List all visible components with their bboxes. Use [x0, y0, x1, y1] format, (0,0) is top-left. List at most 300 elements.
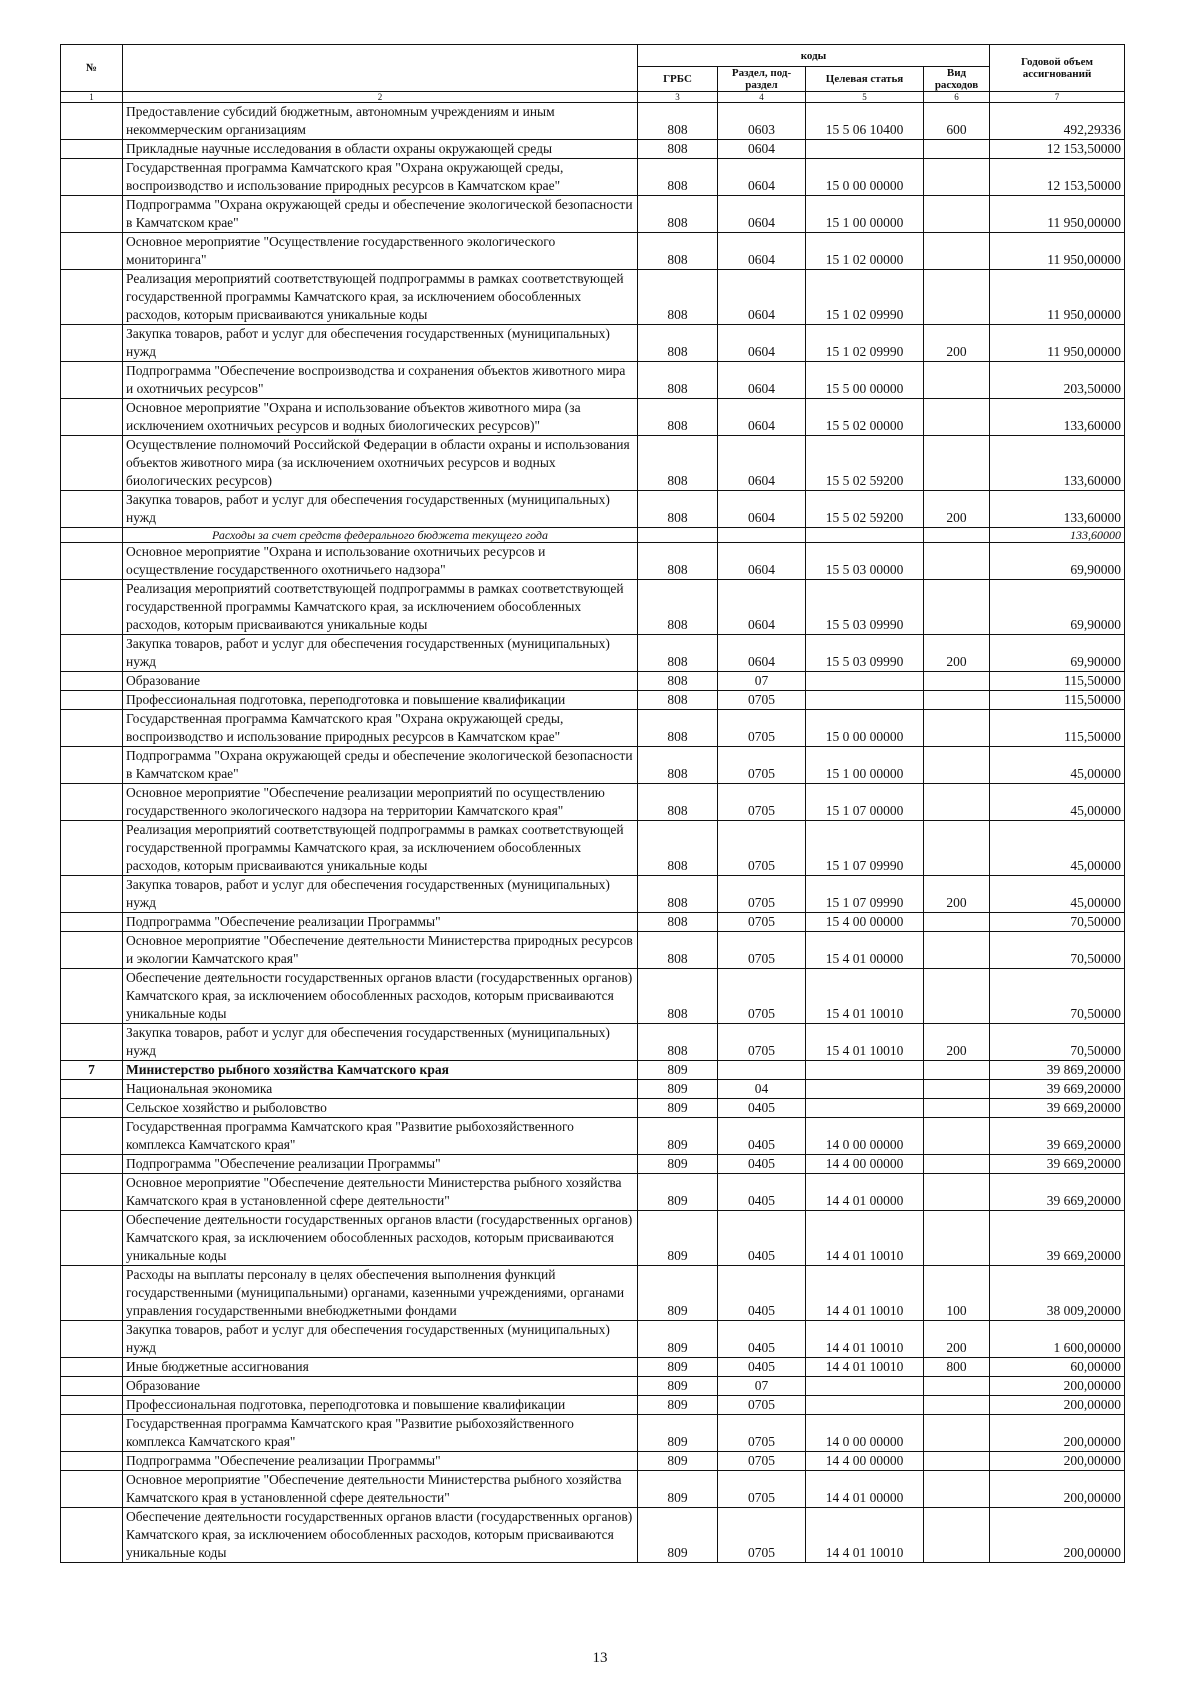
- row-annual-volume: 1 600,00000: [990, 1321, 1125, 1358]
- row-annual-volume: 200,00000: [990, 1377, 1125, 1396]
- row-number: [61, 784, 123, 821]
- row-name: Обеспечение деятельности государственных органов власти (государственных органов) Камчатского края, за исключением обособленных расходов, которым присваиваются уникальные коды: [123, 1508, 638, 1563]
- row-annual-volume: 200,00000: [990, 1396, 1125, 1415]
- row-annual-volume: 133,60000: [990, 399, 1125, 436]
- row-section: 04: [718, 1080, 806, 1099]
- row-target-article: [806, 672, 924, 691]
- row-expense-type: [924, 710, 990, 747]
- table-row: [61, 969, 1125, 1024]
- row-annual-volume: 203,50000: [990, 362, 1125, 399]
- row-name: Основное мероприятие "Осуществление государственного экологического мониторинга": [123, 233, 638, 270]
- row-number: [61, 1099, 123, 1118]
- row-section: 0405: [718, 1155, 806, 1174]
- row-target-article: 15 5 03 09990: [806, 635, 924, 672]
- table-row: [61, 543, 1125, 580]
- row-expense-type: [924, 784, 990, 821]
- table-row: [61, 159, 1125, 196]
- row-expense-type: 200: [924, 325, 990, 362]
- row-target-article: 14 4 01 10010: [806, 1266, 924, 1321]
- row-section: 0405: [718, 1211, 806, 1266]
- row-target-article: [806, 1080, 924, 1099]
- row-name: Расходы за счет средств федерального бюджета текущего года: [123, 528, 638, 543]
- row-number: [61, 747, 123, 784]
- row-name: Основное мероприятие "Обеспечение реализации мероприятий по осуществлению государственного экологического надзора на территории Камчатского края": [123, 784, 638, 821]
- row-expense-type: 100: [924, 1266, 990, 1321]
- row-name: Основное мероприятие "Обеспечение деятельности Министерства рыбного хозяйства Камчатского края в установленной сфере деятельности": [123, 1471, 638, 1508]
- row-expense-type: 600: [924, 103, 990, 140]
- row-expense-type: [924, 233, 990, 270]
- row-section: 0705: [718, 821, 806, 876]
- row-annual-volume: 69,90000: [990, 635, 1125, 672]
- row-target-article: 14 0 00 00000: [806, 1118, 924, 1155]
- row-target-article: [806, 140, 924, 159]
- row-number: [61, 913, 123, 932]
- row-target-article: 15 5 02 00000: [806, 399, 924, 436]
- row-annual-volume: 60,00000: [990, 1358, 1125, 1377]
- row-number: [61, 528, 123, 543]
- column-index: 5: [806, 92, 924, 103]
- row-annual-volume: 492,29336: [990, 103, 1125, 140]
- row-number: [61, 103, 123, 140]
- row-section: [718, 528, 806, 543]
- row-name: Государственная программа Камчатского края "Охрана окружающей среды, воспроизводство и использование природных ресурсов в Камчатском крае": [123, 710, 638, 747]
- row-number: [61, 1211, 123, 1266]
- row-grbs: 808: [638, 436, 718, 491]
- header-target-article: Целевая статья: [806, 67, 924, 92]
- row-target-article: [806, 1377, 924, 1396]
- row-annual-volume: 12 153,50000: [990, 159, 1125, 196]
- table-row: [61, 1377, 1125, 1396]
- table-row: [61, 1266, 1125, 1321]
- row-grbs: 808: [638, 876, 718, 913]
- table-row: [61, 1155, 1125, 1174]
- row-name: Иные бюджетные ассигнования: [123, 1358, 638, 1377]
- row-expense-type: [924, 580, 990, 635]
- row-number: [61, 1415, 123, 1452]
- table-row: [61, 1061, 1125, 1080]
- row-expense-type: [924, 1377, 990, 1396]
- row-annual-volume: 70,50000: [990, 913, 1125, 932]
- row-target-article: 15 4 01 10010: [806, 1024, 924, 1061]
- row-target-article: 14 4 01 10010: [806, 1321, 924, 1358]
- row-annual-volume: 133,60000: [990, 491, 1125, 528]
- row-target-article: 15 1 07 09990: [806, 821, 924, 876]
- row-expense-type: [924, 1061, 990, 1080]
- row-section: 0604: [718, 233, 806, 270]
- row-expense-type: [924, 528, 990, 543]
- row-expense-type: [924, 1471, 990, 1508]
- row-section: 0405: [718, 1118, 806, 1155]
- row-number: [61, 1118, 123, 1155]
- row-annual-volume: 39 669,20000: [990, 1118, 1125, 1155]
- row-name: Реализация мероприятий соответствующей подпрограммы в рамках соответствующей государственной программы Камчатского края, за исключением обособленных расходов, которым присваиваются уникальные коды: [123, 270, 638, 325]
- table-row: [61, 399, 1125, 436]
- row-annual-volume: 11 950,00000: [990, 270, 1125, 325]
- table-row: [61, 1471, 1125, 1508]
- row-target-article: 15 1 07 09990: [806, 876, 924, 913]
- table-row: [61, 103, 1125, 140]
- row-name: Образование: [123, 1377, 638, 1396]
- row-number: [61, 1080, 123, 1099]
- row-annual-volume: 200,00000: [990, 1452, 1125, 1471]
- row-section: 0705: [718, 969, 806, 1024]
- row-annual-volume: 200,00000: [990, 1471, 1125, 1508]
- row-section: 0405: [718, 1321, 806, 1358]
- row-target-article: 15 0 00 00000: [806, 159, 924, 196]
- header-expense-type: Вид расходов: [924, 67, 990, 92]
- row-number: [61, 1024, 123, 1061]
- row-section: 07: [718, 1377, 806, 1396]
- row-section: 0705: [718, 1024, 806, 1061]
- row-section: [718, 1061, 806, 1080]
- row-grbs: 809: [638, 1415, 718, 1452]
- row-name: Основное мероприятие "Обеспечение деятельности Министерства рыбного хозяйства Камчатского края в установленной сфере деятельности": [123, 1174, 638, 1211]
- row-number: [61, 233, 123, 270]
- row-section: 0604: [718, 325, 806, 362]
- row-section: 0604: [718, 270, 806, 325]
- header-codes: коды: [638, 45, 990, 67]
- row-expense-type: [924, 362, 990, 399]
- row-grbs: 809: [638, 1508, 718, 1563]
- row-name: Закупка товаров, работ и услуг для обеспечения государственных (муниципальных) нужд: [123, 876, 638, 913]
- row-target-article: 14 4 01 10010: [806, 1358, 924, 1377]
- row-number: [61, 270, 123, 325]
- column-index: 3: [638, 92, 718, 103]
- row-name: Сельское хозяйство и рыболовство: [123, 1099, 638, 1118]
- table-row: [61, 821, 1125, 876]
- row-target-article: 15 1 02 09990: [806, 270, 924, 325]
- row-section: 0405: [718, 1358, 806, 1377]
- row-section: 0604: [718, 543, 806, 580]
- row-annual-volume: 115,50000: [990, 691, 1125, 710]
- row-annual-volume: 39 669,20000: [990, 1211, 1125, 1266]
- row-section: 0604: [718, 159, 806, 196]
- header-annual-volume: Годовой объем ассигнований: [990, 45, 1125, 92]
- header-grbs: ГРБС: [638, 67, 718, 92]
- row-grbs: 809: [638, 1155, 718, 1174]
- row-expense-type: [924, 1452, 990, 1471]
- row-section: 0405: [718, 1099, 806, 1118]
- row-target-article: 15 5 03 00000: [806, 543, 924, 580]
- row-target-article: 14 4 00 00000: [806, 1155, 924, 1174]
- table-row: [61, 362, 1125, 399]
- table-row: [61, 932, 1125, 969]
- row-annual-volume: 133,60000: [990, 528, 1125, 543]
- header-section: Раздел, под-раздел: [718, 67, 806, 92]
- row-target-article: 15 4 01 00000: [806, 932, 924, 969]
- row-expense-type: [924, 932, 990, 969]
- row-annual-volume: 45,00000: [990, 784, 1125, 821]
- row-number: [61, 580, 123, 635]
- row-grbs: 808: [638, 233, 718, 270]
- row-expense-type: [924, 399, 990, 436]
- row-section: 0604: [718, 399, 806, 436]
- row-annual-volume: 39 669,20000: [990, 1099, 1125, 1118]
- table-row: [61, 1358, 1125, 1377]
- table-row: [61, 491, 1125, 528]
- row-section: 0603: [718, 103, 806, 140]
- row-section: 0604: [718, 491, 806, 528]
- row-name: Осуществление полномочий Российской Федерации в области охраны и использования объектов животного мира (за исключением охотничьих ресурсов и водных биологических ресурсов): [123, 436, 638, 491]
- row-expense-type: [924, 821, 990, 876]
- row-annual-volume: 115,50000: [990, 710, 1125, 747]
- row-target-article: 15 5 02 59200: [806, 436, 924, 491]
- row-expense-type: [924, 747, 990, 784]
- row-grbs: 808: [638, 635, 718, 672]
- row-grbs: 808: [638, 747, 718, 784]
- table-row: [61, 1080, 1125, 1099]
- row-grbs: 808: [638, 399, 718, 436]
- row-expense-type: [924, 436, 990, 491]
- row-name: Национальная экономика: [123, 1080, 638, 1099]
- row-number: [61, 932, 123, 969]
- row-grbs: 808: [638, 691, 718, 710]
- row-annual-volume: 11 950,00000: [990, 196, 1125, 233]
- row-expense-type: [924, 1155, 990, 1174]
- row-number: [61, 159, 123, 196]
- table-row: [61, 635, 1125, 672]
- row-annual-volume: 70,50000: [990, 932, 1125, 969]
- row-grbs: 809: [638, 1099, 718, 1118]
- row-section: 07: [718, 672, 806, 691]
- row-name: Основное мероприятие "Охрана и использование объектов животного мира (за исключением охотничьих ресурсов и водных биологических ресурсов)": [123, 399, 638, 436]
- row-number: [61, 821, 123, 876]
- row-annual-volume: 200,00000: [990, 1415, 1125, 1452]
- row-grbs: 808: [638, 543, 718, 580]
- table-row: [61, 196, 1125, 233]
- row-expense-type: [924, 672, 990, 691]
- row-number: [61, 1452, 123, 1471]
- row-target-article: 14 4 01 00000: [806, 1174, 924, 1211]
- column-index: 6: [924, 92, 990, 103]
- row-grbs: 808: [638, 580, 718, 635]
- row-expense-type: [924, 543, 990, 580]
- column-index: 2: [123, 92, 638, 103]
- row-number: [61, 196, 123, 233]
- row-grbs: 808: [638, 710, 718, 747]
- row-number: [61, 1396, 123, 1415]
- table-row: [61, 233, 1125, 270]
- row-section: 0604: [718, 635, 806, 672]
- row-grbs: 809: [638, 1396, 718, 1415]
- row-number: [61, 1377, 123, 1396]
- row-name: Закупка товаров, работ и услуг для обеспечения государственных (муниципальных) нужд: [123, 1024, 638, 1061]
- row-target-article: 15 5 00 00000: [806, 362, 924, 399]
- row-grbs: 808: [638, 491, 718, 528]
- row-grbs: 809: [638, 1471, 718, 1508]
- row-annual-volume: 70,50000: [990, 969, 1125, 1024]
- row-expense-type: [924, 159, 990, 196]
- row-expense-type: [924, 1211, 990, 1266]
- row-target-article: 15 1 02 00000: [806, 233, 924, 270]
- row-grbs: 809: [638, 1266, 718, 1321]
- row-target-article: 14 0 00 00000: [806, 1415, 924, 1452]
- row-number: 7: [61, 1061, 123, 1080]
- row-name: Подпрограмма "Обеспечение реализации Программы": [123, 1155, 638, 1174]
- row-number: [61, 362, 123, 399]
- row-annual-volume: 12 153,50000: [990, 140, 1125, 159]
- row-grbs: 808: [638, 784, 718, 821]
- table-row: [61, 580, 1125, 635]
- row-grbs: 809: [638, 1452, 718, 1471]
- table-row: [61, 1118, 1125, 1155]
- row-number: [61, 1174, 123, 1211]
- table-row: [61, 270, 1125, 325]
- row-name: Расходы на выплаты персоналу в целях обеспечения выполнения функций государственными (муниципальными) органами, казенными учреждениями, органами управления государственными внебюджетными фондами: [123, 1266, 638, 1321]
- table-row: [61, 710, 1125, 747]
- row-name: Профессиональная подготовка, переподготовка и повышение квалификации: [123, 691, 638, 710]
- row-grbs: 809: [638, 1061, 718, 1080]
- row-target-article: 15 5 03 09990: [806, 580, 924, 635]
- row-section: 0405: [718, 1266, 806, 1321]
- page-number: 13: [592, 1650, 608, 1666]
- column-index: 7: [990, 92, 1125, 103]
- row-name: Обеспечение деятельности государственных органов власти (государственных органов) Камчатского края, за исключением обособленных расходов, которым присваиваются уникальные коды: [123, 1211, 638, 1266]
- column-index: 1: [61, 92, 123, 103]
- column-index: 4: [718, 92, 806, 103]
- row-grbs: 809: [638, 1174, 718, 1211]
- row-section: 0405: [718, 1174, 806, 1211]
- row-section: 0705: [718, 784, 806, 821]
- row-number: [61, 635, 123, 672]
- table-header: [61, 45, 1125, 103]
- row-number: [61, 672, 123, 691]
- row-annual-volume: 39 869,20000: [990, 1061, 1125, 1080]
- row-section: 0705: [718, 710, 806, 747]
- row-grbs: 809: [638, 1358, 718, 1377]
- row-number: [61, 691, 123, 710]
- row-section: 0604: [718, 196, 806, 233]
- row-annual-volume: 39 669,20000: [990, 1155, 1125, 1174]
- row-section: 0705: [718, 1396, 806, 1415]
- row-number: [61, 1266, 123, 1321]
- row-target-article: 15 1 00 00000: [806, 747, 924, 784]
- row-grbs: 808: [638, 969, 718, 1024]
- row-grbs: 809: [638, 1080, 718, 1099]
- table-row: [61, 436, 1125, 491]
- table-row: [61, 747, 1125, 784]
- row-section: 0705: [718, 913, 806, 932]
- row-expense-type: 200: [924, 1321, 990, 1358]
- row-grbs: 809: [638, 1118, 718, 1155]
- row-expense-type: [924, 1415, 990, 1452]
- row-section: 0604: [718, 436, 806, 491]
- row-number: [61, 876, 123, 913]
- row-expense-type: [924, 1118, 990, 1155]
- row-grbs: [638, 528, 718, 543]
- row-name: Подпрограмма "Обеспечение реализации Программы": [123, 913, 638, 932]
- row-annual-volume: 45,00000: [990, 821, 1125, 876]
- row-grbs: 808: [638, 672, 718, 691]
- row-annual-volume: 70,50000: [990, 1024, 1125, 1061]
- row-grbs: 809: [638, 1211, 718, 1266]
- row-target-article: 14 4 01 00000: [806, 1471, 924, 1508]
- row-annual-volume: 11 950,00000: [990, 325, 1125, 362]
- row-grbs: 808: [638, 140, 718, 159]
- row-expense-type: [924, 969, 990, 1024]
- row-number: [61, 1321, 123, 1358]
- row-section: 0705: [718, 691, 806, 710]
- row-number: [61, 1155, 123, 1174]
- row-expense-type: [924, 140, 990, 159]
- row-name: Основное мероприятие "Обеспечение деятельности Министерства природных ресурсов и экологии Камчатского края": [123, 932, 638, 969]
- row-target-article: [806, 1396, 924, 1415]
- row-target-article: [806, 691, 924, 710]
- row-annual-volume: 133,60000: [990, 436, 1125, 491]
- row-number: [61, 436, 123, 491]
- row-section: 0705: [718, 1452, 806, 1471]
- table-row: [61, 1321, 1125, 1358]
- row-number: [61, 1508, 123, 1563]
- row-target-article: 15 1 02 09990: [806, 325, 924, 362]
- table-row: [61, 691, 1125, 710]
- table-row: [61, 1452, 1125, 1471]
- row-section: 0705: [718, 1415, 806, 1452]
- row-section: 0705: [718, 1508, 806, 1563]
- table-row: [61, 1024, 1125, 1061]
- row-target-article: 15 5 06 10400: [806, 103, 924, 140]
- row-name: Реализация мероприятий соответствующей подпрограммы в рамках соответствующей государственной программы Камчатского края, за исключением обособленных расходов, которым присваиваются уникальные коды: [123, 821, 638, 876]
- table-row: [61, 1174, 1125, 1211]
- row-number: [61, 1358, 123, 1377]
- row-section: 0604: [718, 580, 806, 635]
- row-name: Подпрограмма "Обеспечение воспроизводства и сохранения объектов животного мира и охотничьих ресурсов": [123, 362, 638, 399]
- row-grbs: 808: [638, 103, 718, 140]
- row-name: Закупка товаров, работ и услуг для обеспечения государственных (муниципальных) нужд: [123, 635, 638, 672]
- row-name: Подпрограмма "Охрана окружающей среды и обеспечение экологической безопасности в Камчатском крае": [123, 196, 638, 233]
- row-target-article: 15 1 07 00000: [806, 784, 924, 821]
- row-section: 0705: [718, 747, 806, 784]
- row-expense-type: [924, 196, 990, 233]
- row-grbs: 808: [638, 196, 718, 233]
- header-number: №: [61, 45, 123, 92]
- row-name: Министерство рыбного хозяйства Камчатского края: [123, 1061, 638, 1080]
- row-annual-volume: 45,00000: [990, 876, 1125, 913]
- row-target-article: 14 4 01 10010: [806, 1508, 924, 1563]
- row-expense-type: [924, 913, 990, 932]
- table-row: [61, 672, 1125, 691]
- row-name: Профессиональная подготовка, переподготовка и повышение квалификации: [123, 1396, 638, 1415]
- row-number: [61, 399, 123, 436]
- budget-table: [60, 44, 1125, 1563]
- table-row: [61, 1415, 1125, 1452]
- row-number: [61, 325, 123, 362]
- row-target-article: 14 4 00 00000: [806, 1452, 924, 1471]
- table-row: [61, 1099, 1125, 1118]
- row-expense-type: [924, 1099, 990, 1118]
- row-name: Закупка товаров, работ и услуг для обеспечения государственных (муниципальных) нужд: [123, 1321, 638, 1358]
- row-name: Подпрограмма "Охрана окружающей среды и обеспечение экологической безопасности в Камчатском крае": [123, 747, 638, 784]
- row-grbs: 809: [638, 1377, 718, 1396]
- row-section: 0604: [718, 362, 806, 399]
- table-body: [61, 103, 1125, 1563]
- row-annual-volume: 45,00000: [990, 747, 1125, 784]
- row-grbs: 808: [638, 270, 718, 325]
- row-section: 0604: [718, 140, 806, 159]
- row-target-article: [806, 528, 924, 543]
- table-row: [61, 784, 1125, 821]
- row-expense-type: [924, 691, 990, 710]
- row-target-article: [806, 1099, 924, 1118]
- row-expense-type: 800: [924, 1358, 990, 1377]
- row-grbs: 808: [638, 821, 718, 876]
- row-annual-volume: 11 950,00000: [990, 233, 1125, 270]
- row-name: Реализация мероприятий соответствующей подпрограммы в рамках соответствующей государственной программы Камчатского края, за исключением обособленных расходов, которым присваиваются уникальные коды: [123, 580, 638, 635]
- row-number: [61, 140, 123, 159]
- row-expense-type: [924, 1508, 990, 1563]
- row-annual-volume: 39 669,20000: [990, 1174, 1125, 1211]
- row-name: Закупка товаров, работ и услуг для обеспечения государственных (муниципальных) нужд: [123, 325, 638, 362]
